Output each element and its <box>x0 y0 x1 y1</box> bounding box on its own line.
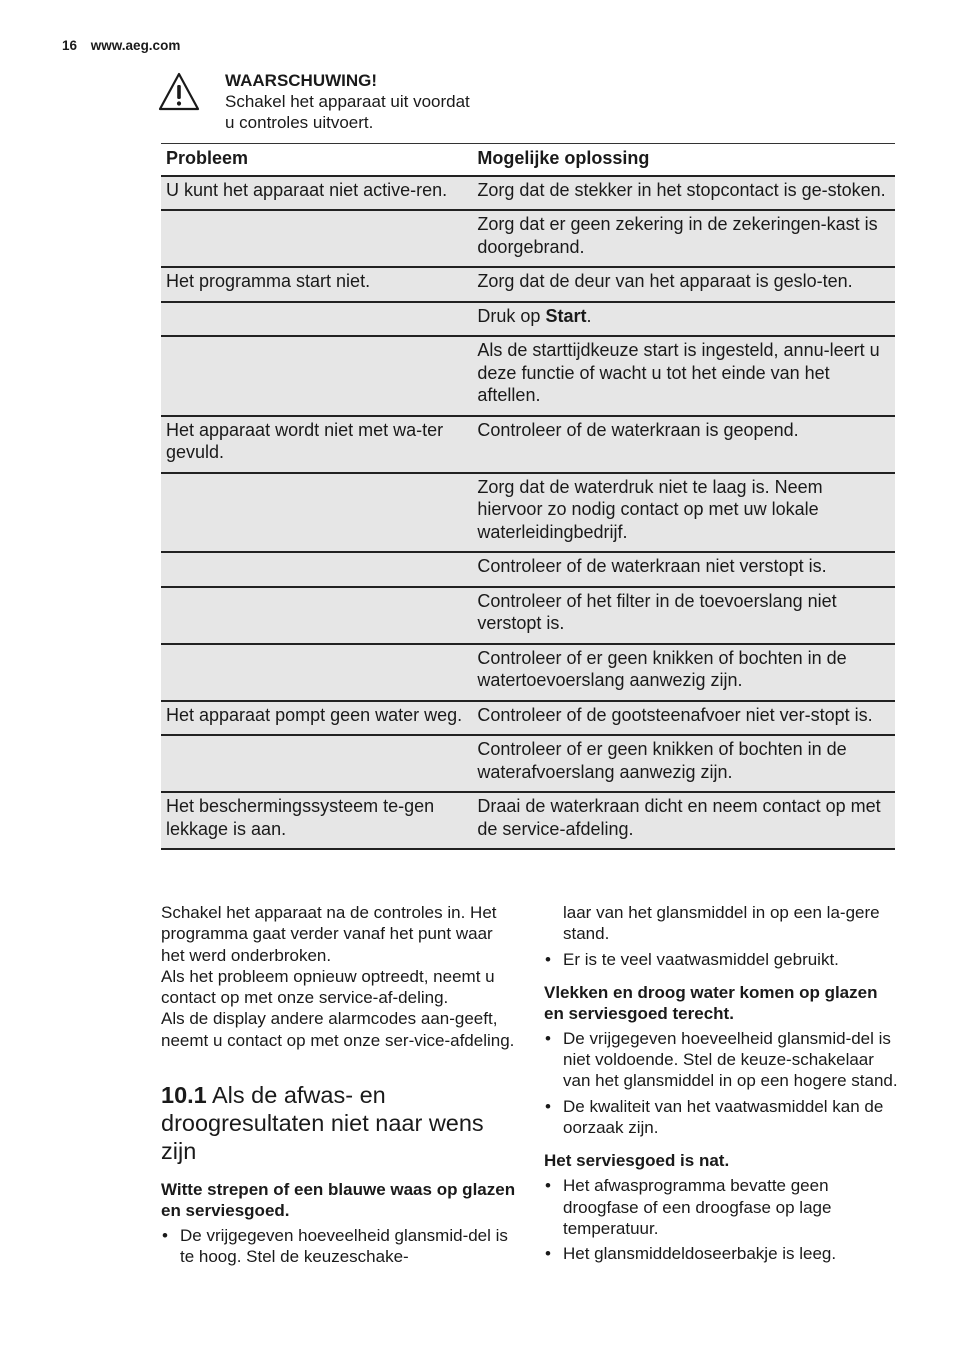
bullet-list <box>161 1225 516 1268</box>
problem-cell: Het beschermingssysteem te-gen lekkage is aan. <box>161 792 472 849</box>
bullet-list <box>544 1175 899 1264</box>
section-number: 10.1 <box>161 1082 207 1109</box>
table-row <box>161 792 895 849</box>
list-item-continuation: laar van het glansmiddel in op een la-gere stand. <box>563 903 880 944</box>
site-url: www.aeg.com <box>90 38 181 53</box>
table-row <box>161 473 895 553</box>
header-problem: Probleem <box>161 144 472 176</box>
left-column <box>161 902 516 1272</box>
solution-cell: Zorg dat de deur van het apparaat is geslo-ten. <box>472 267 895 302</box>
solution-suffix: . <box>586 305 592 326</box>
solution-prefix: Druk op <box>477 305 546 326</box>
solution-cell: Zorg dat de stekker in het stopcontact is ge-stoken. <box>472 176 895 211</box>
list-item: • Het afwasprogramma bevatte geen droogfase of een droogfase op lage temperatuur. <box>544 1175 899 1239</box>
paragraph-contact-service: Als het probleem opnieuw optreedt, neemt u contact op met onze service-af-deling. <box>161 966 495 1008</box>
problem-cell: U kunt het apparaat niet active-ren. <box>161 176 472 211</box>
problem-cell <box>161 735 472 792</box>
table-row <box>161 267 895 302</box>
table-row <box>161 210 895 267</box>
problem-cell <box>161 552 472 587</box>
solution-cell: Als de starttijdkeuze start is ingesteld, annu-leert u deze functie of wacht u tot het einde van het aftellen. <box>472 336 895 416</box>
subheading-stains: Vlekken en droog water komen op glazen en serviesgoed terecht. <box>544 982 878 1023</box>
start-keyword: Start <box>545 305 587 326</box>
table-row <box>161 176 895 211</box>
header-solution: Mogelijke oplossing <box>472 144 895 176</box>
table-row <box>161 735 895 792</box>
warning-line-2: u controles uitvoert. <box>225 113 374 132</box>
problem-cell <box>161 336 472 416</box>
problem-cell <box>161 210 472 267</box>
list-item: • Het glansmiddeldoseerbakje is leeg. <box>544 1243 899 1264</box>
subheading-wet-dishes: Het serviesgoed is nat. <box>544 1151 730 1171</box>
section-heading <box>161 1081 516 1165</box>
table-row <box>161 416 895 473</box>
problem-cell: Het apparaat pompt geen water weg. <box>161 701 472 736</box>
solution-cell: Controleer of de waterkraan niet verstopt is. <box>472 552 895 587</box>
solution-cell: Zorg dat er geen zekering in de zekeringen-kast is doorgebrand. <box>472 210 895 267</box>
table-row <box>161 302 895 337</box>
table-row <box>161 552 895 587</box>
solution-cell: Controleer of er geen knikken of bochten in de waterafvoerslang aanwezig zijn. <box>472 735 895 792</box>
solution-cell: Controleer of er geen knikken of bochten in de watertoevoerslang aanwezig zijn. <box>472 644 895 701</box>
list-item: • Er is te veel vaatwasmiddel gebruikt. <box>544 949 899 970</box>
solution-cell: Zorg dat de waterdruk niet te laag is. Neem hiervoor zo nodig contact op met uw lokale waterleidingbedrijf. <box>472 473 895 553</box>
solution-cell: Controleer of de waterkraan is geopend. <box>472 416 895 473</box>
bullet-list <box>544 1028 899 1138</box>
problem-cell <box>161 644 472 701</box>
warning-text <box>225 70 470 133</box>
table-row <box>161 587 895 644</box>
problem-cell <box>161 587 472 644</box>
subheading-white-streaks: Witte strepen of een blauwe waas op glazen en serviesgoed. <box>161 1180 516 1221</box>
problem-cell: Het apparaat wordt niet met wa-ter gevuld. <box>161 416 472 473</box>
problem-cell: Het programma start niet. <box>161 267 472 302</box>
right-column <box>544 902 899 1269</box>
solution-cell: Controleer of de gootsteenafvoer niet ver-stopt is. <box>472 701 895 736</box>
problem-cell <box>161 473 472 553</box>
bullet-list <box>544 949 899 970</box>
page-number: 16 <box>62 38 78 53</box>
table-row <box>161 644 895 701</box>
warning-triangle-icon <box>158 72 200 112</box>
solution-cell: Draai de waterkraan dicht en neem contact op met de service-afdeling. <box>472 792 895 849</box>
list-item: • De vrijgegeven hoeveelheid glansmid-del is te hoog. Stel de keuzeschake- <box>161 1225 516 1268</box>
solution-cell <box>472 302 895 337</box>
problem-cell <box>161 302 472 337</box>
warning-title: WAARSCHUWING! <box>225 71 378 90</box>
paragraph-restart: Schakel het apparaat na de controles in. Het programma gaat verder vanaf het punt waar het werd onderbroken. <box>161 903 497 965</box>
warning-line-1: Schakel het apparaat uit voordat <box>225 92 470 111</box>
page-header <box>62 38 180 53</box>
list-item: • De vrijgegeven hoeveelheid glansmid-del is niet voldoende. Stel de keuze-schakelaar van het glansmiddel in op een hogere stand. <box>544 1028 899 1092</box>
troubleshooting-table <box>161 143 895 850</box>
table-header-row <box>161 144 895 176</box>
table-row <box>161 336 895 416</box>
section-title: Als de afwas- en droogresultaten niet naar wens zijn <box>161 1082 484 1165</box>
paragraph-alarm-codes: Als de display andere alarmcodes aan-geeft, neemt u contact op met onze ser-vice-afdeling. <box>161 1009 515 1050</box>
solution-cell: Controleer of het filter in de toevoerslang niet verstopt is. <box>472 587 895 644</box>
list-item: • De kwaliteit van het vaatwasmiddel kan de oorzaak zijn. <box>544 1096 899 1139</box>
table-row <box>161 701 895 736</box>
